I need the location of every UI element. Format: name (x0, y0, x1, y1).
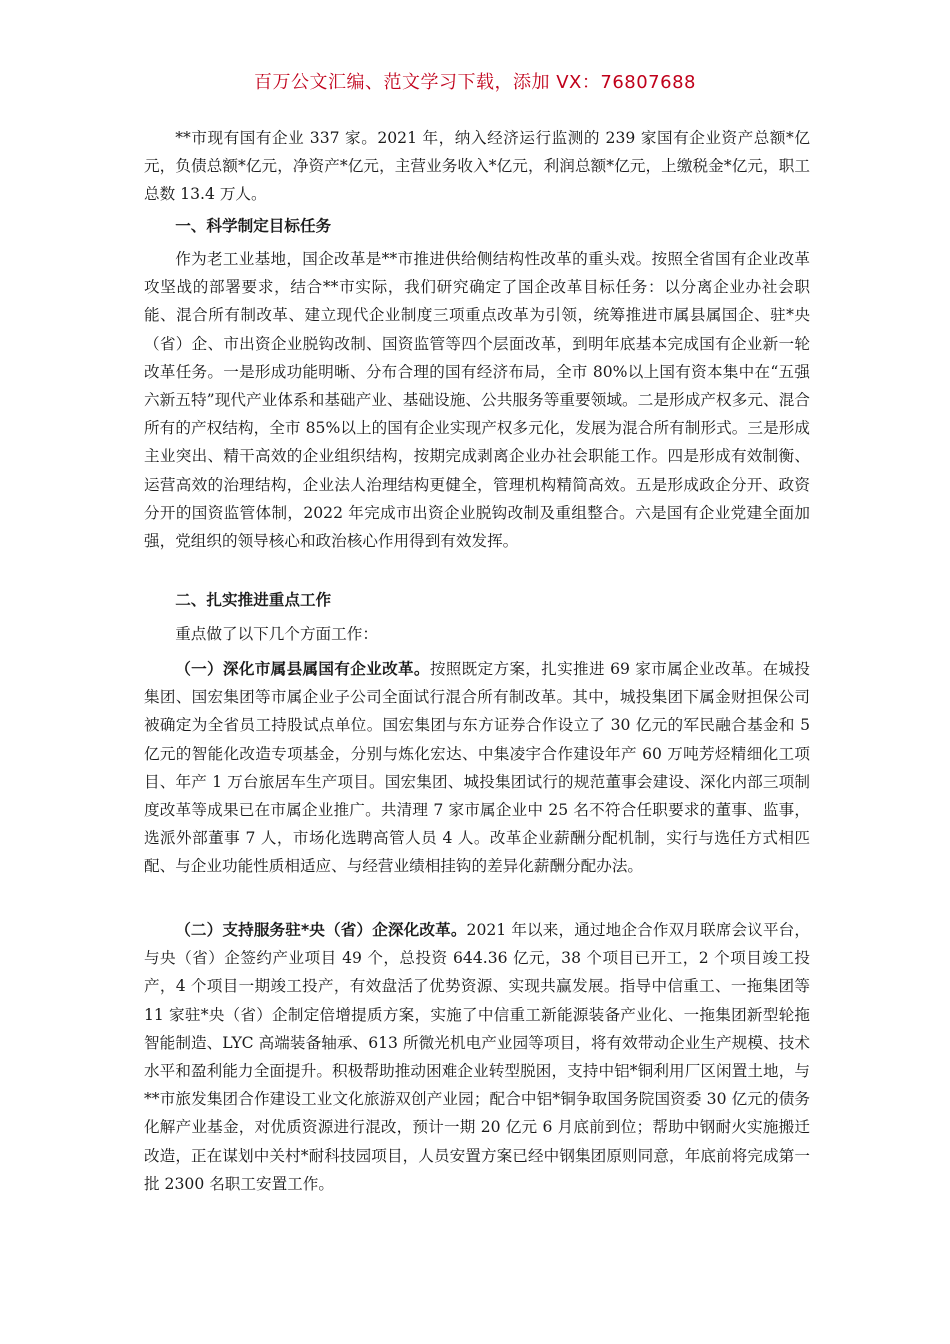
section-1-body: 作为老工业基地，国企改革是**市推进供给侧结构性改革的重头戏。按照全省国有企业改革攻坚战的部署要求，结合**市实际，我们研究确定了国企改革目标任务：以分离企业办社会职能、混合所有制改革、建立现代企业制度三项重点改革为引领，统筹推进市属县属国企、驻*央（省）企、市出资企业脱钩改制、国资监管等四个层面改革，到明年底基本完成国有企业新一轮改革任务。一是形成功能明晰、分布合理的国有经济布局，全市 80%以上国有资本集中在“五强六新五特”现代产业体系和基础产业、基础设施、公共服务等重要领域。二是形成产权多元、混合所有的产权结构，全市 85%以上的国有企业实现产权多元化，发展为混合所有制形式。三是形成主业突出、精干高效的企业组织结构，按期完成剥离企业办社会职能工作。四是形成有效制衡、运营高效的治理结构，企业法人治理结构更健全，管理机构精简高效。五是形成政企分开、政资分开的国资监管体制，2022 年完成市出资企业脱钩改制及重组整合。六是国有企业党建全面加强，党组织的领导核心和政治核心作用得到有效发挥。 (144, 250, 810, 551)
section-1-heading: 一、科学制定目标任务 (175, 217, 332, 235)
item-2-body: 2021 年以来，通过地企合作双月联席会议平台，与央（省）企签约产业项目 49 个，总投资 644.36 亿元，38 个项目已开工，2 个项目竣工投产，4 个项目一期竣工投产，有效盘活了优势资源、实现共赢发展。指导中信重工、一拖集团等 11 家驻*央（省）企制定倍增提质方案，实施了中信重工新能源装备产业化、一拖集团新型轮拖智能制造、LYC 高端装备轴承、613 所微光机电产业园等项目，将有效带动企业生产规模、技术水平和盈利能力全面提升。积极帮助推动困难企业转型脱困，支持中铝*铜利用厂区闲置土地，与**市旅发集团合作建设工业文化旅游双创产业园；配合中铝*铜争取国务院国资委 30 亿元的债务化解产业基金，对优质资源进行混改，预计一期 20 亿元 6 月底前到位；帮助中钢耐火实施搬迁改造，正在谋划中关村*耐科技园项目，人员安置方案已经中钢集团原则同意，年底前将完成第一批 2300 名职工安置工作。 (144, 921, 810, 1193)
item-2-title: （二）支持服务驻*央（省）企深化改革。 (175, 921, 467, 939)
intro-paragraph: **市现有国有企业 337 家。2021 年，纳入经济运行监测的 239 家国有企业资产总额*亿元，负债总额*亿元，净资产*亿元，主营业务收入*亿元，利润总额*亿元，上缴税金*亿元，职工总数 13.4 万人。 (144, 129, 810, 204)
item-1-title: （一）深化市属县属国有企业改革。 (175, 660, 430, 678)
section-2-item-1 (144, 655, 810, 881)
section-2-item-2 (144, 916, 810, 1198)
promo-banner: 百万公文汇编、范文学习下载，添加 VX：76807688 (254, 72, 696, 93)
section-2-heading: 二、扎实推进重点工作 (175, 591, 332, 609)
item-1-body: 按照既定方案，扎实推进 69 家市属企业改革。在城投集团、国宏集团等市属企业子公司全面试行混合所有制改革。其中，城投集团下属金财担保公司被确定为全省员工持股试点单位。国宏集团与东方证券合作设立了 30 亿元的军民融合基金和 5 亿元的智能化改造专项基金，分别与炼化宏达、中集凌宇合作建设年产 60 万吨芳烃精细化工项目、年产 1 万台旅居车生产项目。国宏集团、城投集团试行的规范董事会建设、深化内部三项制度改革等成果已在市属企业推广。共清理 7 家市属企业中 25 名不符合任职要求的董事、监事，选派外部董事 7 人，市场化选聘高管人员 4 人。改革企业薪酬分配机制，实行与选任方式相匹配、与企业功能性质相适应、与经营业绩相挂钩的差异化薪酬分配办法。 (144, 660, 810, 876)
section-2-lead: 重点做了以下几个方面工作： (175, 625, 378, 643)
